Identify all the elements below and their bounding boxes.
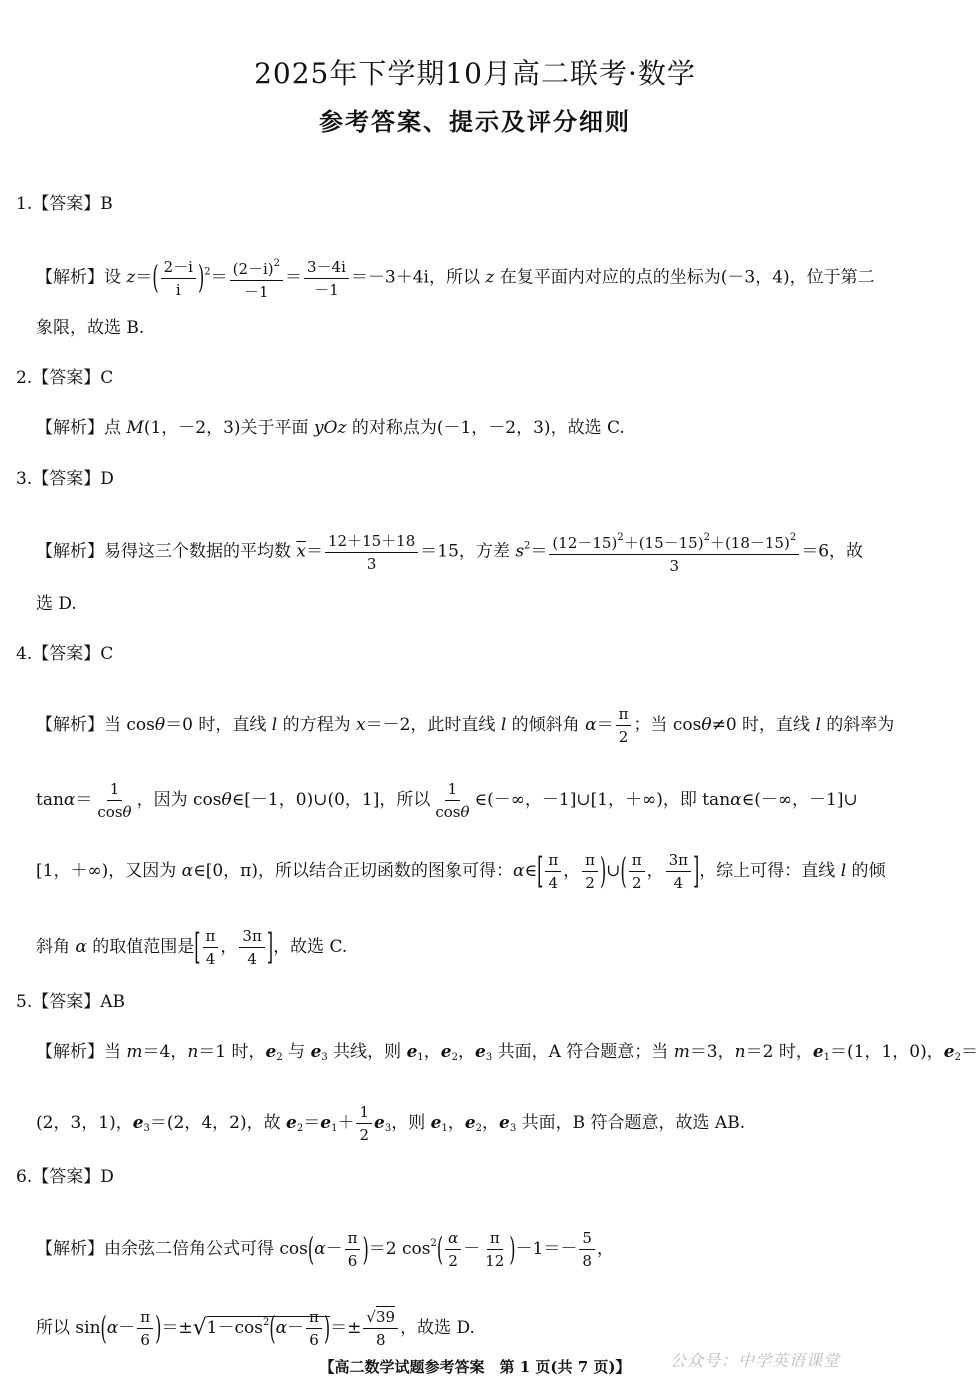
question-6-analysis-line-1: 【解析】由余弦二倍角公式可得 cos(α－ $\frac{\pi}{6}$ )＝2 $\cos^2$( $\frac{\alpha}{2}$ － $\frac{\pi}{12}$ )－1＝－ $\frac{5}{8}$ ， xyxy=(36,1229,614,1270)
question-4-analysis-line-3: [1，＋∞)，又因为 α∈[0，π)，所以结合正切函数的图象可得：α∈[ $\frac{\pi}{4}$ ， $\frac{\pi}{2}$ )∪( $\frac{\pi}{2}$ ， $\frac{3\pi}{4}$ ]，综上可得：直线 l 的倾 xyxy=(36,849,886,892)
question-6-answer: 6.【答案】D xyxy=(16,1167,114,1187)
question-4-analysis-line-2: tanα＝ $\frac{1}{\cos\theta}$ ，因为 cosθ∈[－1，0)∪(0，1]，所以 $\frac{1}{\cos\theta}$ ∈(－∞，－1]∪[1，＋∞)，即 tanα∈(－∞，－1]∪ xyxy=(36,780,858,821)
question-3-answer: 3.【答案】D xyxy=(16,469,114,489)
question-6-analysis-line-2: 所以 sin(α－ $\frac{\pi}{6}$ )$=\pm√1-\cos^2(\alpha-$ $\frac{\pi}{6}$ )＝± $\frac{√39}{8}$ ，故选 D. xyxy=(36,1308,475,1349)
watermark: 公众号：中学英语课堂 xyxy=(670,1351,841,1370)
question-3-analysis-line-1: 【解析】易得这三个数据的平均数 $\overline{x}=$ $\frac{12+15+18}{3}$ ＝15，方差 $s^2=$ $\frac{(12-15)^2+(15-15)^2+(18-15)^2}{3}$ ＝6，故 xyxy=(36,528,936,576)
question-4-answer: 4.【答案】C xyxy=(16,644,114,664)
question-4-analysis-line-1: 【解析】当 cosθ＝0 时，直线 l 的方程为 x＝－2，此时直线 l 的倾斜角 α＝ $\frac{\pi}{2}$ ；当 cosθ≠0 时，直线 l 的斜率为 xyxy=(36,705,895,746)
question-1-analysis-line-2: 象限，故选 B. xyxy=(36,318,145,338)
question-2-answer: 2.【答案】C xyxy=(16,368,114,388)
question-5-analysis-line-2: (2，3，1)，$e_3=(2$，4，2)，故 $e_2=e_1+$ $\frac{1}{2}$ $e_3$，则 $e_1$，$e_2$，$e_3$ 共面，B 符合题意，故选 AB. xyxy=(36,1103,746,1144)
page-footer: 【高二数学试题参考答案 第 1 页(共 7 页)】 xyxy=(319,1358,631,1376)
page-subtitle: 参考答案、提示及评分细则 xyxy=(319,107,631,136)
page-title: 2025年下学期10月高二联考·数学 xyxy=(254,57,696,90)
question-2-analysis: 【解析】点 M(1，－2，3)关于平面 yOz 的对称点为(－1，－2，3)，故选 C. xyxy=(36,418,625,438)
question-1-analysis-line-1: 【解析】设 z＝( $\frac{2-i}{i}$ )$^2$＝ $\frac{(2-i)^2}{-1}$ ＝ $\frac{3-4i}{-1}$ ＝－3＋4i，所以 z 在复平面内对应的点的坐标为(－3，4)，位于第二 xyxy=(36,254,936,302)
question-4-analysis-line-4: 斜角 α 的取值范围是[ $\frac{\pi}{4}$ ， $\frac{3\pi}{4}$ ]，故选 C. xyxy=(36,925,348,968)
question-1-answer: 1.【答案】B xyxy=(16,194,113,214)
question-5-analysis-line-1: 【解析】当 m＝4，n＝1 时，$e_2$ 与 $e_3$ 共线，则 $e_1$，$e_2$，$e_3$ 共面，A 符合题意；当 m＝3，n＝2 时，$e_1=(1$，1，0)，$e_2=$ xyxy=(36,1042,978,1063)
question-5-answer: 5.【答案】AB xyxy=(16,992,126,1012)
question-3-analysis-line-2: 选 D. xyxy=(36,594,77,614)
